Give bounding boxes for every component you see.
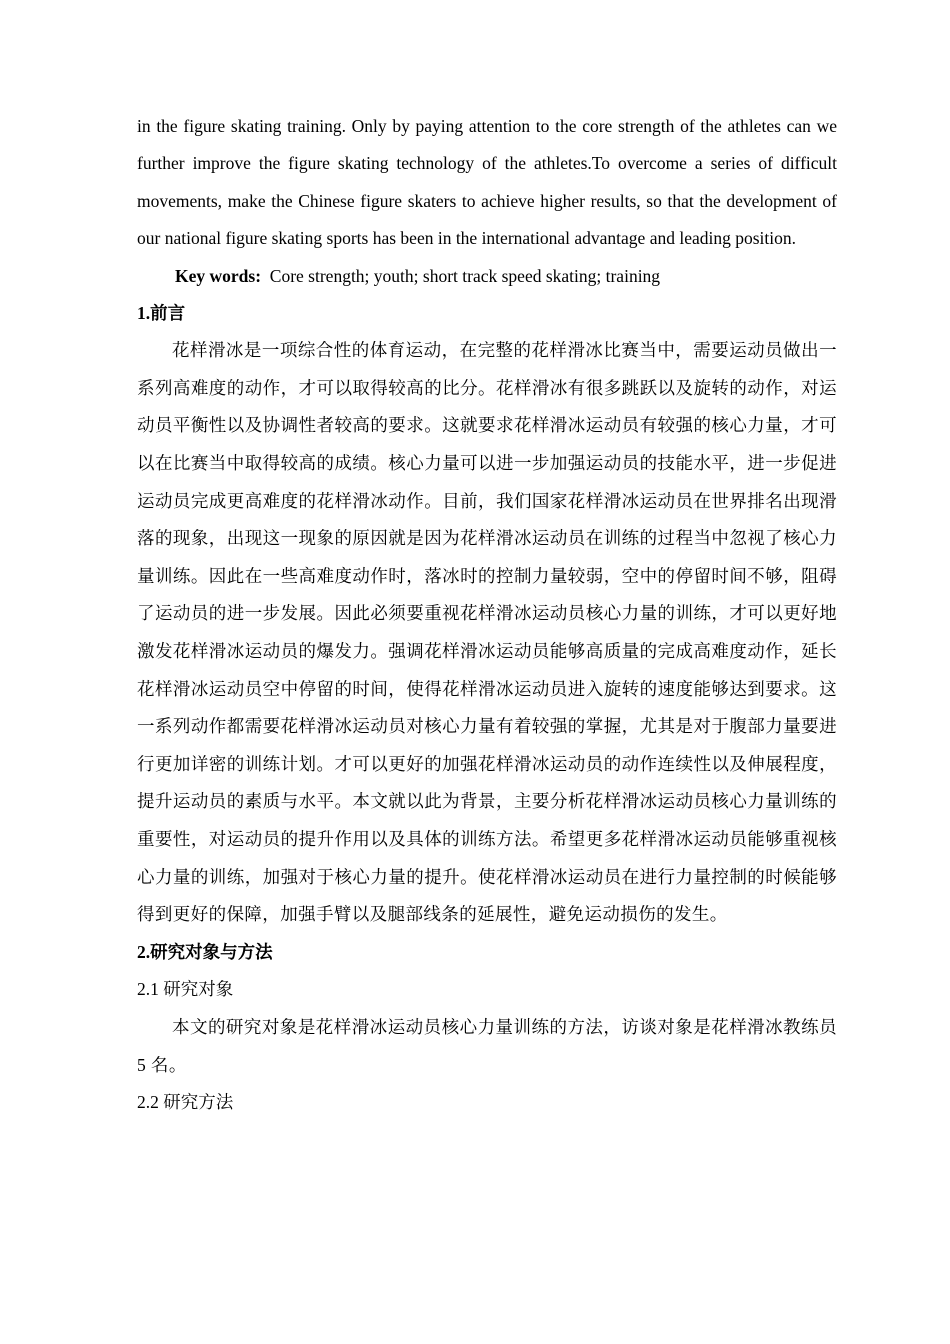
section-1-paragraph: 花样滑冰是一项综合性的体育运动，在完整的花样滑冰比赛当中，需要运动员做出一系列高难度的动作，才可以取得较高的比分。花样滑冰有很多跳跃以及旋转的动作，对运动员平衡性以及协调性者较高的要求。这就要求花样滑冰运动员有较强的核心力量，才可以在比赛当中取得较高的成绩。核心力量可以进一步加强运动员的技能水平，进一步促进运动员完成更高难度的花样滑冰动作。目前，我们国家花样滑冰运动员在世界排名出现滑落的现象，出现这一现象的原因就是因为花样滑冰运动员在训练的过程当中忽视了核心力量训练。因此在一些高难度动作时，落冰时的控制力量较弱，空中的停留时间不够，阻碍了运动员的进一步发展。因此必须要重视花样滑冰运动员核心力量的训练，才可以更好地激发花样滑冰运动员的爆发力。强调花样滑冰运动员能够高质量的完成高难度动作，延长花样滑冰运动员空中停留的时间，使得花样滑冰运动员进入旋转的速度能够达到要求。这一系列动作都需要花样滑冰运动员对核心力量有着较强的掌握，尤其是对于腹部力量要进行更加详密的训练计划。才可以更好的加强花样滑冰运动员的动作连续性以及伸展程度，提升运动员的素质与水平。本文就以此为背景，主要分析花样滑冰运动员核心力量训练的重要性，对运动员的提升作用以及具体的训练方法。希望更多花样滑冰运动员能够重视核心力量的训练，加强对于核心力量的提升。使花样滑冰运动员在进行力量控制的时候能够得到更好的保障，加强手臂以及腿部线条的延展性，避免运动损伤的发生。 [137,340,837,925]
keywords-label: Key words: [175,265,262,286]
section-2-2-heading: 2.2 研究方法 [137,1092,234,1113]
keywords-text: Core strength; youth; short track speed skating; training [269,265,661,286]
section-2-heading: 2.研究对象与方法 [137,941,273,962]
section-2-1-paragraph: 本文的研究对象是花样滑冰运动员核心力量训练的方法，访谈对象是花样滑冰教练员 5 名。 [137,1016,837,1075]
section-1-heading: 1.前言 [137,302,186,323]
abstract-tail-paragraph: in the figure skating training. Only by paying attention to the core strength of the athletes can we further improve the figure skating technology of the athletes.To overcome a series of difficult movements, make the Chinese figure skaters to achieve higher results, so that the development of our national figure skating sports has been in the international advantage and leading position. [137,116,837,249]
keywords-line [137,258,837,295]
section-2-1-heading: 2.1 研究对象 [137,979,234,1000]
document-page [137,108,837,1122]
